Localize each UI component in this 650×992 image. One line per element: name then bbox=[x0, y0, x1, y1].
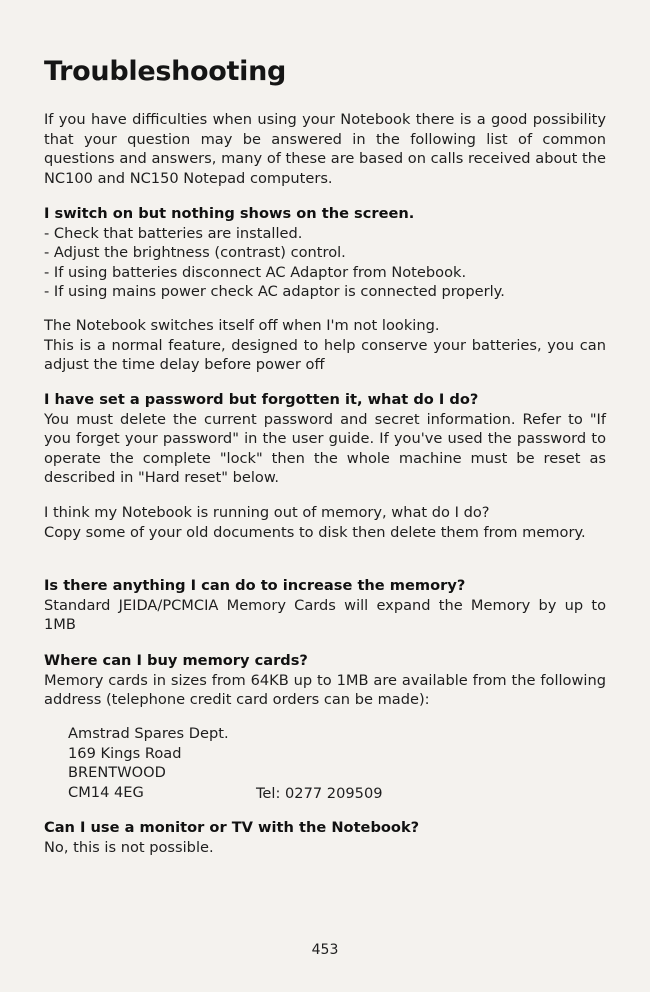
answer-text: Copy some of your old documents to disk then delete them from memory. bbox=[44, 523, 586, 541]
question-line: The Notebook switches itself off when I'm not looking. bbox=[44, 317, 440, 334]
page-number: 453 bbox=[311, 942, 339, 958]
section-monitor bbox=[44, 818, 606, 857]
list-item: - Check that batteries are installed. bbox=[44, 224, 303, 242]
section-password bbox=[44, 390, 606, 488]
intro-text: If you have difficulties when using your Notebook there is a good possibility that your question may be answered in the following list of common questions and answers, many of these are based on calls received about the NC100 and NC150 Notepad computers. bbox=[44, 111, 606, 187]
page-title: Troubleshooting bbox=[44, 56, 287, 87]
address-line: CM14 4EG bbox=[68, 783, 144, 801]
section-auto-off bbox=[44, 316, 606, 375]
question-heading: Can I use a monitor or TV with the Notebook? bbox=[44, 819, 420, 836]
section-buy-cards bbox=[44, 651, 606, 710]
question-heading: I have set a password but forgotten it, what do I do? bbox=[44, 391, 479, 408]
section-memory-low bbox=[44, 503, 606, 542]
telephone-number: Tel: 0277 209509 bbox=[256, 785, 383, 802]
question-heading: I switch on but nothing shows on the screen. bbox=[44, 205, 415, 222]
list-item: - If using mains power check AC adaptor is connected properly. bbox=[44, 283, 505, 301]
answer-text: You must delete the current password and secret information. Refer to "If you forget your password" in the user guide. If you've used the password to operate the complete "lock" then the whole machine must be reset as described in "Hard reset" below. bbox=[44, 410, 606, 487]
answer-text: Standard JEIDA/PCMCIA Memory Cards will expand the Memory by up to 1MB bbox=[44, 596, 606, 634]
answer-text: Memory cards in sizes from 64KB up to 1MB are available from the following address (telephone credit card orders can be made): bbox=[44, 671, 606, 709]
question-line: I think my Notebook is running out of memory, what do I do? bbox=[44, 504, 490, 521]
section-increase-memory bbox=[44, 576, 606, 635]
list-item: - Adjust the brightness (contrast) control. bbox=[44, 244, 346, 262]
supplier-address bbox=[68, 724, 229, 802]
address-line: BRENTWOOD bbox=[68, 764, 166, 782]
question-heading: Where can I buy memory cards? bbox=[44, 652, 308, 669]
question-heading: Is there anything I can do to increase the memory? bbox=[44, 577, 466, 594]
list-item: - If using batteries disconnect AC Adaptor from Notebook. bbox=[44, 263, 467, 281]
answer-text: No, this is not possible. bbox=[44, 838, 214, 856]
address-line: Amstrad Spares Dept. bbox=[68, 725, 229, 742]
intro-paragraph bbox=[44, 110, 606, 188]
address-line: 169 Kings Road bbox=[68, 744, 182, 762]
section-no-display bbox=[44, 204, 606, 302]
answer-text: This is a normal feature, designed to help conserve your batteries, you can adjust the time delay before power off bbox=[44, 336, 606, 374]
